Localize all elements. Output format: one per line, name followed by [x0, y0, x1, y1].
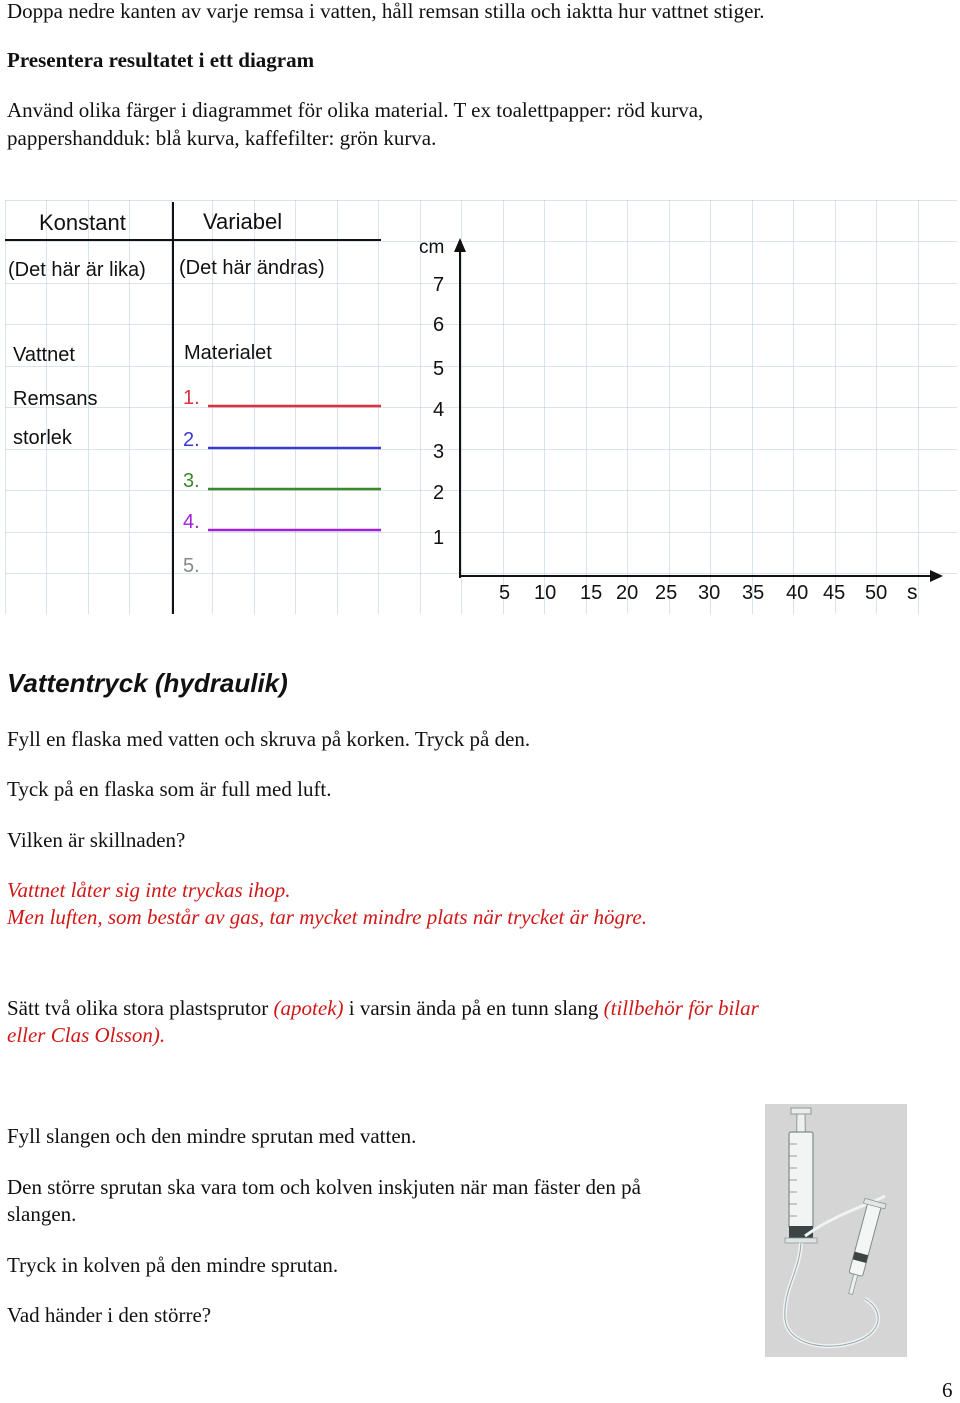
- x-tick-label: 5: [499, 582, 511, 604]
- page-number: 6: [942, 1378, 953, 1402]
- syringe-photo: [765, 1104, 907, 1357]
- paragraph-2: Tyck på en flaska som är full med luft.: [7, 777, 332, 801]
- y-tick-label: 1: [433, 527, 445, 549]
- material-label: 5.: [183, 555, 200, 577]
- answer-line-1: Vattnet låter sig inte tryckas ihop.: [7, 878, 291, 902]
- materialet-label: Materialet: [184, 342, 272, 364]
- material-label: 2.: [183, 429, 200, 451]
- x-tick-label: 15: [580, 582, 603, 604]
- variabel-sub-label: (Det här ändras): [179, 257, 325, 279]
- grid-background: [5, 200, 957, 614]
- y-tick-label: 3: [433, 441, 445, 463]
- y-tick-label: 5: [433, 358, 445, 380]
- konstant-label: Konstant: [39, 210, 126, 235]
- intro-text-1: Doppa nedre kanten av varje remsa i vatten, håll remsan stilla och iaktta hur vattnet stiger.: [7, 0, 765, 23]
- konstant-item: Remsans: [13, 388, 98, 410]
- answer-line-2: Men luften, som består av gas, tar mycket mindre plats när trycket är högre.: [7, 905, 647, 929]
- diagram-template: [5, 200, 957, 614]
- paragraph-4-accessory: (tillbehör för bilar: [603, 996, 759, 1020]
- konstant-item: Vattnet: [13, 344, 75, 366]
- paragraph-6b: slangen.: [7, 1202, 77, 1226]
- paragraph-1: Fyll en flaska med vatten och skruva på korken. Tryck på den.: [7, 727, 531, 751]
- paragraph-7: Tryck in kolven på den mindre sprutan.: [7, 1253, 339, 1277]
- paragraph-6a: Den större sprutan ska vara tom och kolven inskjuten när man fäster den på: [7, 1175, 641, 1199]
- intro-text-3b: pappershandduk: blå kurva, kaffefilter: grön kurva.: [7, 126, 437, 150]
- x-tick-label: 40: [786, 582, 809, 604]
- paragraph-4-text-c: i varsin ända på en tunn slang: [343, 996, 604, 1020]
- paragraph-4-text-a: Sätt två olika stora plastsprutor: [7, 996, 274, 1020]
- x-tick-label: 45: [823, 582, 846, 604]
- material-label: 3.: [183, 470, 200, 492]
- intro-text-3a: Använd olika färger i diagrammet för olika material. T ex toalettpapper: röd kurva,: [7, 98, 704, 122]
- x-tick-label: 35: [742, 582, 765, 604]
- konstant-sub-label: (Det här är lika): [8, 259, 146, 281]
- y-unit-label: cm: [419, 237, 445, 258]
- x-tick-label: 50: [865, 582, 888, 604]
- y-tick-label: 7: [433, 274, 445, 296]
- x-tick-label: 30: [698, 582, 721, 604]
- x-tick-label: 25: [655, 582, 678, 604]
- x-tick-label: 10: [534, 582, 557, 604]
- material-label: 1.: [183, 387, 200, 409]
- paragraph-8: Vad händer i den större?: [7, 1303, 212, 1327]
- paragraph-5: Fyll slangen och den mindre sprutan med vatten.: [7, 1124, 417, 1148]
- y-tick-label: 4: [433, 399, 445, 421]
- section-heading: Vattentryck (hydraulik): [7, 668, 288, 698]
- diagram-instruction-title: Presentera resultatet i ett diagram: [7, 48, 315, 72]
- y-tick-label: 6: [433, 314, 445, 336]
- paragraph-3: Vilken är skillnaden?: [7, 828, 186, 852]
- diagram-svg: [5, 200, 957, 614]
- paragraph-4-continued: eller Clas Olsson).: [7, 1023, 166, 1047]
- y-tick-label: 2: [433, 482, 445, 504]
- x-unit-label: s: [907, 581, 918, 604]
- material-label: 4.: [183, 511, 200, 533]
- paragraph-4-apotek: (apotek): [273, 996, 344, 1020]
- syringe-illustration: [765, 1104, 907, 1357]
- konstant-item: storlek: [13, 427, 72, 449]
- variabel-label: Variabel: [203, 209, 283, 234]
- x-tick-label: 20: [616, 582, 639, 604]
- paragraph-4: [7, 995, 759, 1022]
